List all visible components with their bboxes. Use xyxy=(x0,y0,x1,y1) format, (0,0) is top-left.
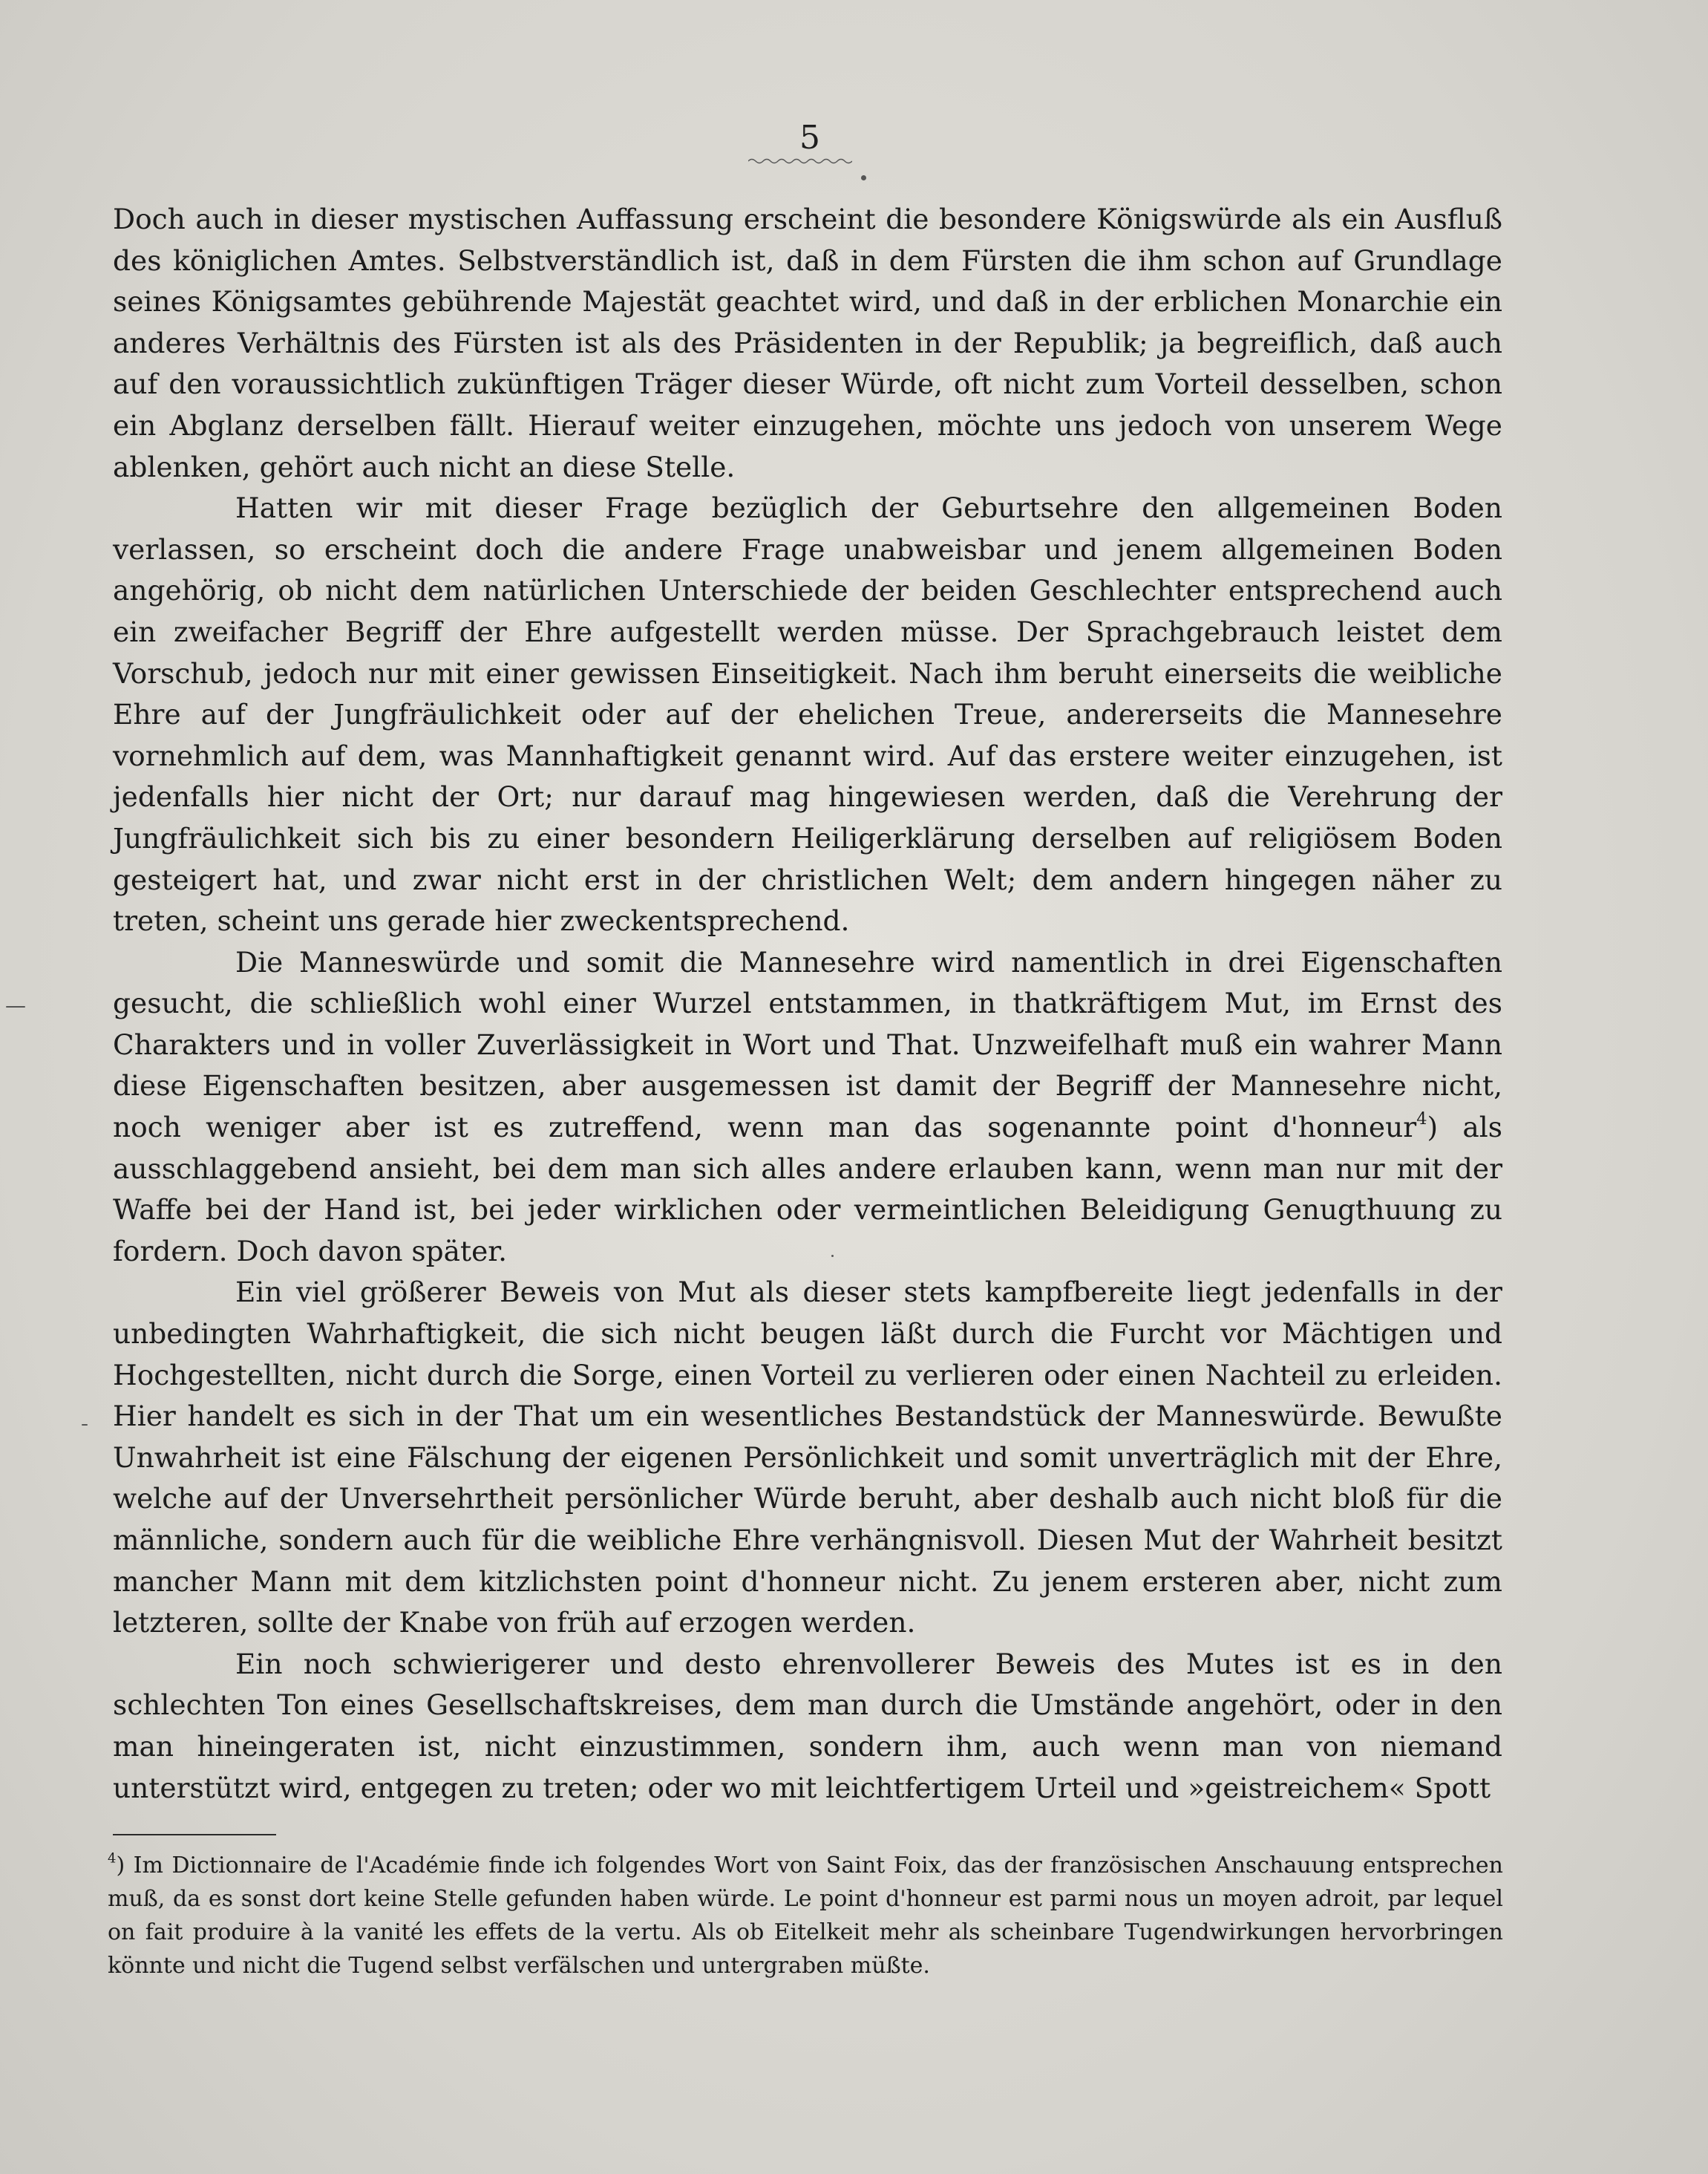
paragraph-3 xyxy=(113,942,1502,1273)
footnote-paragraph xyxy=(108,1849,1503,1982)
paragraph-3-text-after: ) als ausschlaggebend ansieht, bei dem man sich alles andere erlauben kann, wenn man nur mit der Waffe bei der Hand ist, bei jeder wirklichen oder vermeintlichen Beleidigung Genugthuung zu fordern. Doch davon später. xyxy=(113,1111,1502,1267)
paragraph-2: Hatten wir mit dieser Frage bezüglich der Geburtsehre den allgemeinen Boden verlassen, so erscheint doch die andere Frage unabweisbar und jenem allgemeinen Boden angehörig, ob nicht dem natürlichen Unterschiede der beiden Geschlechter entsprechend auch ein zweifacher Begriff der Ehre aufgestellt werden müsse. Der Sprachgebrauch leistet dem Vorschub, jedoch nur mit einer gewissen Einseitigkeit. Nach ihm beruht einerseits die weibliche Ehre auf der Jungfräulichkeit oder auf der ehelichen Treue, andererseits die Mannesehre vornehmlich auf dem, was Mannhaftigkeit genannt wird. Auf das erstere weiter einzugehen, ist jedenfalls hier nicht der Ort; nur darauf mag hingewiesen werden, daß die Verehrung der Jungfräulichkeit sich bis zu einer besondern Heiligerklärung derselben auf religiösem Boden gesteigert hat, und zwar nicht erst in der christlichen Welt; dem andern hingegen näher zu treten, scheint uns gerade hier zweckentsprechend. xyxy=(113,492,1502,938)
footnote-marker: 4 xyxy=(108,1850,117,1867)
speck xyxy=(6,1006,25,1008)
paragraph-5: Ein noch schwierigerer und desto ehrenvollerer Beweis des Mutes ist es in den schlechten Ton eines Gesellschaftskreises, dem man durch die Umstände angehört, oder in den man hineingeraten ist, nicht einzustimmen, sondern ihm, auch wenn man von niemand unterstützt wird, entgegen zu treten; oder wo mit leichtfertigem Urteil und »geistreichem« Spott xyxy=(113,1647,1502,1804)
paragraph-3-text-before: Die Manneswürde und somit die Mannesehre wird namentlich in drei Eigenschaften gesucht, die schließlich wohl einer Wurzel entstammen, in thatkräftigem Mut, im Ernst des Charakters und in voller Zuverlässigkeit in Wort und That. Unzweifelhaft muß ein wahrer Mann diese Eigenschaften besitzen, aber ausgemessen ist damit der Begriff der Mannesehre nicht, noch weniger aber ist es zutreffend, wenn man das sogenannte point d'honneur xyxy=(113,945,1502,1144)
page-number: 5 xyxy=(799,119,820,157)
footnote-separator xyxy=(113,1834,276,1835)
speck xyxy=(861,175,866,180)
main-text xyxy=(113,199,1502,1809)
ornament-wavy-line xyxy=(748,157,852,165)
paragraph-1: Doch auch in dieser mystischen Auffassung erscheint die besondere Königswürde als ein Ausfluß des königlichen Amtes. Selbstverständlich ist, daß in dem Fürsten die ihm schon auf Grundlage seines Königsamtes gebührende Majestät geachtet wird, und daß in der erblichen Monarchie ein anderes Verhältnis des Fürsten ist als des Präsidenten in der Republik; ja begreiflich, daß auch auf den voraussichtlich zukünftigen Träger dieser Würde, oft nicht zum Vorteil desselben, schon ein Abglanz derselben fällt. Hierauf weiter einzugehen, möchte uns jedoch von unserem Wege ablenken, gehört auch nicht an diese Stelle. xyxy=(113,203,1502,483)
footnote-text: ) Im Dictionnaire de l'Académie finde ich folgendes Wort von Saint Foix, das der französischen Anschauung entsprechen muß, da es sonst dort keine Stelle gefunden haben würde. Le point d'honneur est parmi nous un moyen adroit, par lequel on fait produire à la vanité les effets de la vertu. Als ob Eitelkeit mehr als scheinbare Tugendwirkungen hervorbringen könnte und nicht die Tugend selbst verfälschen und untergraben müßte. xyxy=(108,1853,1503,1979)
footnote xyxy=(108,1849,1503,1982)
speck xyxy=(831,1255,834,1257)
footnote-reference-4[interactable]: 4 xyxy=(1416,1109,1427,1129)
speck xyxy=(82,1424,88,1426)
paragraph-4: Ein viel größerer Beweis von Mut als dieser stets kampfbereite liegt jedenfalls in der unbedingten Wahrhaftigkeit, die sich nicht beugen läßt durch die Furcht vor Mächtigen und Hochgestellten, nicht durch die Sorge, einen Vorteil zu verlieren oder einen Nachteil zu erleiden. Hier handelt es sich in der That um ein wesentliches Bestandstück der Manneswürde. Bewußte Unwahrheit ist eine Fälschung der eigenen Persönlichkeit und somit unverträglich mit der Ehre, welche auf der Unversehrtheit persönlicher Würde beruht, aber deshalb auch nicht bloß für die männliche, sondern auch für die weibliche Ehre verhängnisvoll. Diesen Mut der Wahrheit besitzt mancher Mann mit dem kitzlichsten point d'honneur nicht. Zu jenem ersteren aber, nicht zum letzteren, sollte der Knabe von früh auf erzogen werden. xyxy=(113,1276,1502,1639)
